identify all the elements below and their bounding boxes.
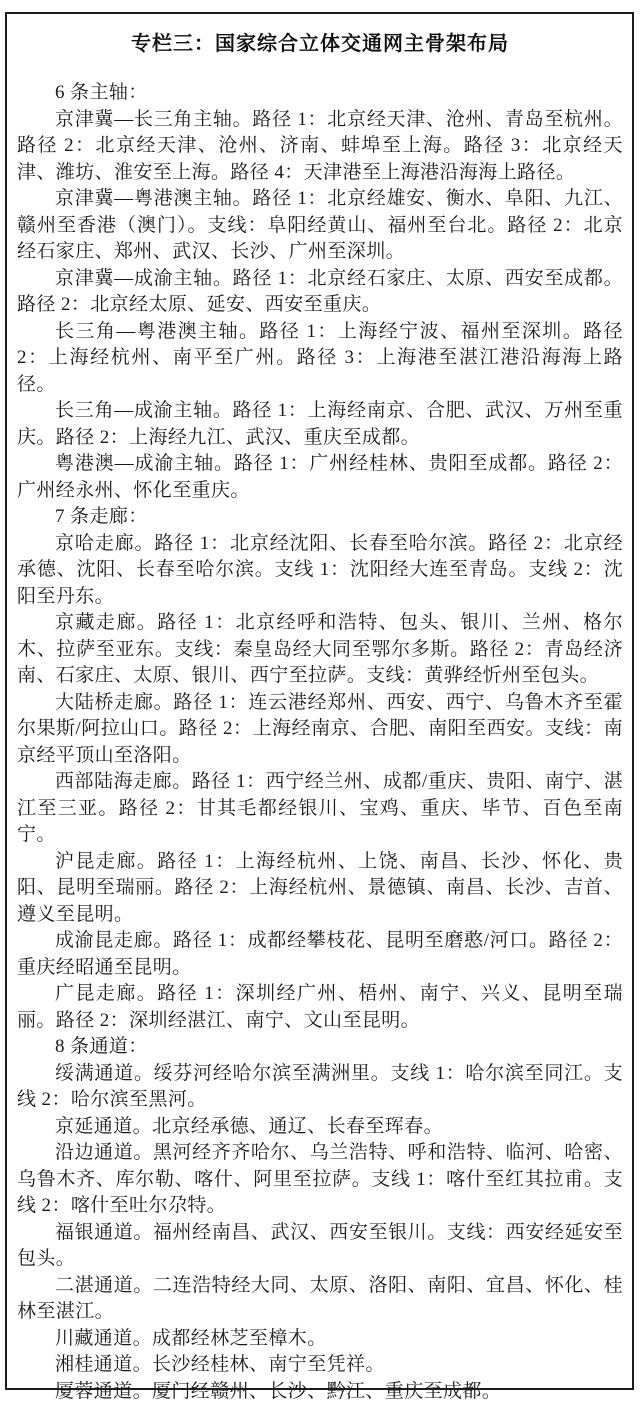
axis-paragraph: 京津冀—粤港澳主轴。路径 1：北京经雄安、衡水、阜阳、九江、赣州至香港（澳门）。支线：阜阳经黄山、福州至台北。路径 2：北京经石家庄、郑州、武汉、长沙、广州至深圳。 <box>17 186 623 266</box>
box-title: 专栏三：国家综合立体交通网主骨架布局 <box>17 32 623 56</box>
channel-paragraph: 福银通道。福州经南昌、武汉、西安至银川。支线：西安经延安至包头。 <box>17 1220 623 1273</box>
channel-paragraph: 沿边通道。黑河经齐齐哈尔、乌兰浩特、呼和浩特、临河、哈密、乌鲁木齐、库尔勒、喀什、阿里至拉萨。支线 1：喀什至红其拉甫。支线 2：喀什至吐尔尕特。 <box>17 1140 623 1220</box>
axis-paragraph: 长三角—粤港澳主轴。路径 1：上海经宁波、福州至深圳。路径 2：上海经杭州、南平至广州。路径 3：上海港至湛江港沿海海上路径。 <box>17 319 623 399</box>
corridor-paragraph: 成渝昆走廊。路径 1：成都经攀枝花、昆明至磨憨/河口。路径 2：重庆经昭通至昆明。 <box>17 928 623 981</box>
axis-paragraph: 粤港澳—成渝主轴。路径 1：广州经桂林、贵阳至成都。路径 2：广州经永州、怀化至重庆。 <box>17 451 623 504</box>
section-channels <box>17 1034 623 1405</box>
section-heading-main-axes: 6 条主轴： <box>17 80 623 107</box>
section-heading-corridors: 7 条走廊： <box>17 504 623 531</box>
corridor-paragraph: 京藏走廊。路径 1：北京经呼和浩特、包头、银川、兰州、格尔木、拉萨至亚东。支线：秦皇岛经大同至鄂尔多斯。路径 2：青岛经济南、石家庄、太原、银川、西宁至拉萨。支线：黄骅经忻州至包头。 <box>17 610 623 690</box>
channel-paragraph: 二湛通道。二连浩特经大同、太原、洛阳、南阳、宜昌、怀化、桂林至湛江。 <box>17 1273 623 1326</box>
channel-paragraph: 湘桂通道。长沙经桂林、南宁至凭祥。 <box>17 1352 623 1379</box>
section-main-axes <box>17 80 623 504</box>
axis-paragraph: 京津冀—长三角主轴。路径 1：北京经天津、沧州、青岛至杭州。路径 2：北京经天津、沧州、济南、蚌埠至上海。路径 3：北京经天津、潍坊、淮安至上海。路径 4：天津港至上海港沿海海上路径。 <box>17 107 623 187</box>
corridor-paragraph: 京哈走廊。路径 1：北京经沈阳、长春至哈尔滨。路径 2：北京经承德、沈阳、长春至哈尔滨。支线 1：沈阳经大连至青岛。支线 2：沈阳至丹东。 <box>17 531 623 611</box>
column-box <box>5 12 634 1390</box>
channel-paragraph: 川藏通道。成都经林芝至樟木。 <box>17 1326 623 1353</box>
section-corridors <box>17 504 623 1034</box>
axis-paragraph: 长三角—成渝主轴。路径 1：上海经南京、合肥、武汉、万州至重庆。路径 2：上海经九江、武汉、重庆至成都。 <box>17 398 623 451</box>
axis-paragraph: 京津冀—成渝主轴。路径 1：北京经石家庄、太原、西安至成都。路径 2：北京经太原、延安、西安至重庆。 <box>17 266 623 319</box>
section-heading-channels: 8 条通道： <box>17 1034 623 1061</box>
corridor-paragraph: 西部陆海走廊。路径 1：西宁经兰州、成都/重庆、贵阳、南宁、湛江至三亚。路径 2：甘其毛都经银川、宝鸡、重庆、毕节、百色至南宁。 <box>17 769 623 849</box>
channel-paragraph: 厦蓉通道。厦门经赣州、长沙、黔江、重庆至成都。 <box>17 1379 623 1405</box>
corridor-paragraph: 沪昆走廊。路径 1：上海经杭州、上饶、南昌、长沙、怀化、贵阳、昆明至瑞丽。路径 2：上海经杭州、景德镇、南昌、长沙、吉首、遵义至昆明。 <box>17 849 623 929</box>
channel-paragraph: 京延通道。北京经承德、通辽、长春至珲春。 <box>17 1114 623 1141</box>
corridor-paragraph: 广昆走廊。路径 1：深圳经广州、梧州、南宁、兴义、昆明至瑞丽。路径 2：深圳经湛江、南宁、文山至昆明。 <box>17 981 623 1034</box>
channel-paragraph: 绥满通道。绥芬河经哈尔滨至满洲里。支线 1：哈尔滨至同江。支线 2：哈尔滨至黑河。 <box>17 1061 623 1114</box>
corridor-paragraph: 大陆桥走廊。路径 1：连云港经郑州、西安、西宁、乌鲁木齐至霍尔果斯/阿拉山口。路径 2：上海经南京、合肥、南阳至西安。支线：南京经平顶山至洛阳。 <box>17 690 623 770</box>
